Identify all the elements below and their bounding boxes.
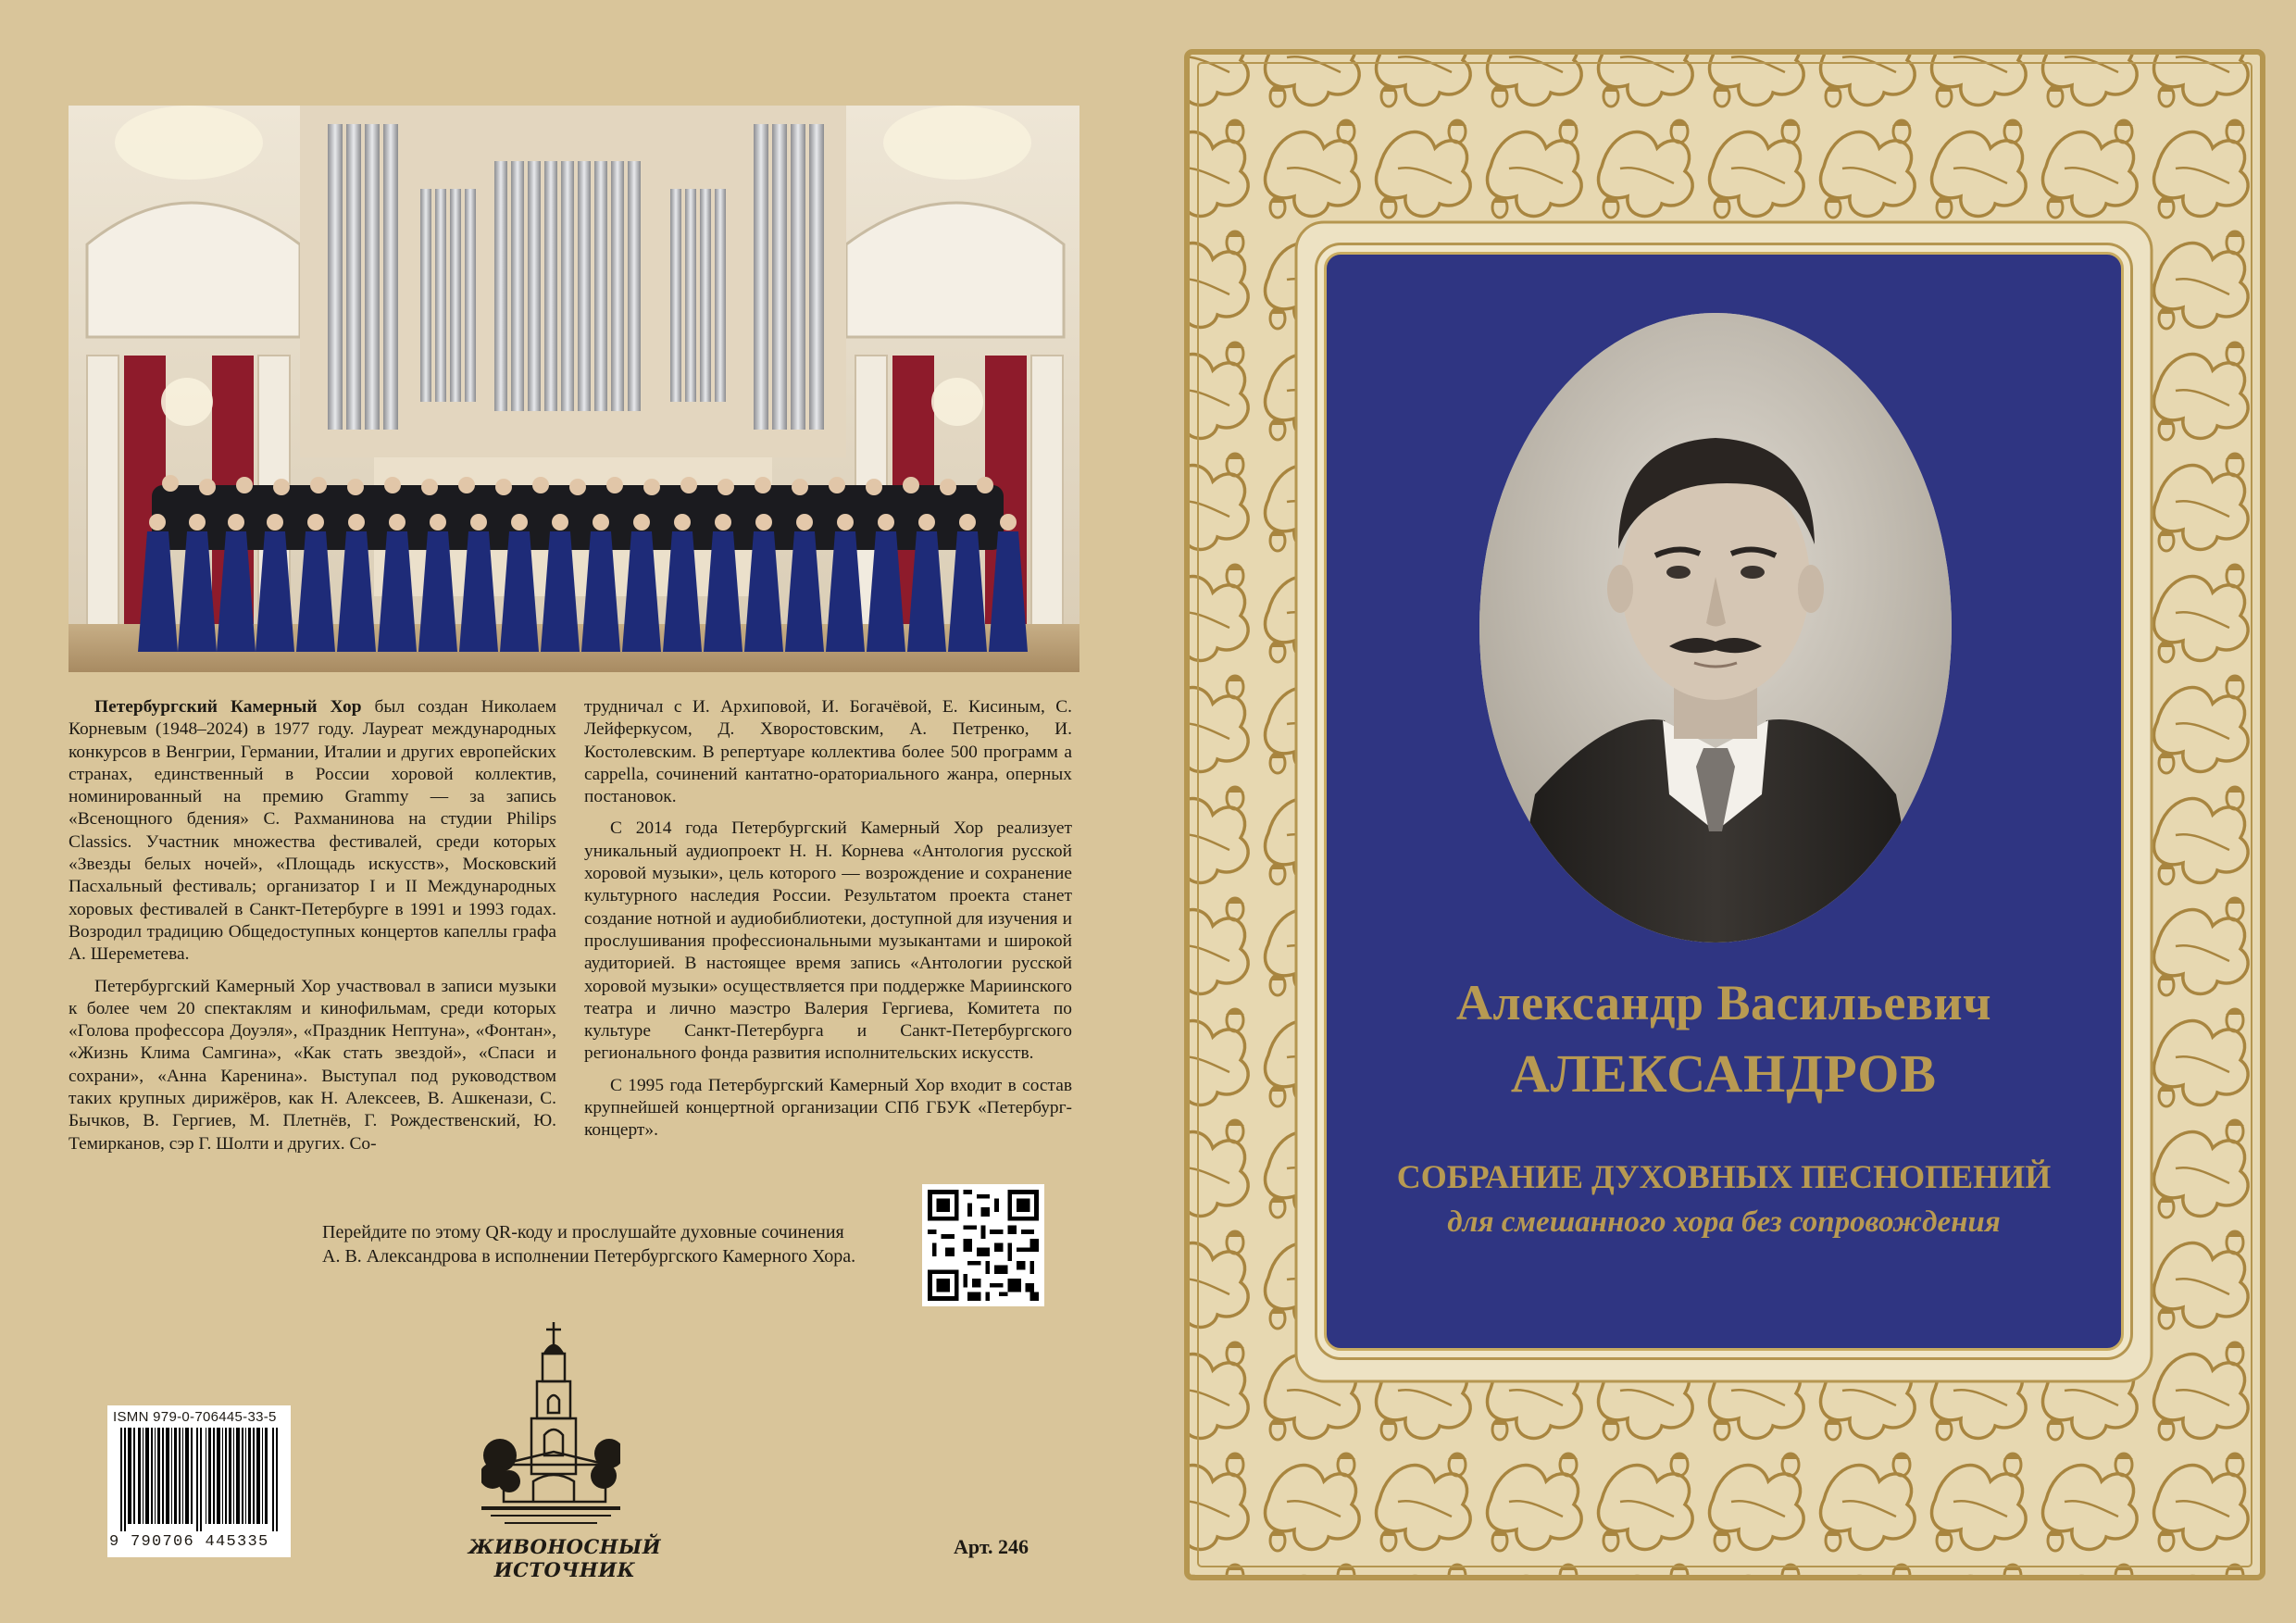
front-cover: [1148, 0, 2296, 1623]
barcode-bars: [120, 1428, 280, 1531]
article-number: Арт. 246: [954, 1535, 1029, 1558]
paragraph-5: С 1995 года Петербургский Камерный Хор входит в состав крупнейшей концертной организации СПб ГБУК «Петербург-концерт».: [584, 1075, 1072, 1141]
qr-caption-line-1: Перейдите по этому QR-коду и прослушайте духовные сочинения: [322, 1222, 844, 1242]
ismn-number: ISMN 979-0-706445-33-5: [113, 1409, 277, 1425]
author-last-name: АЛЕКСАНДРОВ: [1510, 1043, 1938, 1104]
text-column-left: [69, 696, 556, 1165]
author-portrait: [1479, 313, 1952, 943]
paragraph-1: Петербургский Камерный Хор был создан Николаем Корневым (1948–2024) в 1977 году. Лауреат международных конкурсов в Венгрии, Германии, Италии и других европейских странах, единственный в России хоровой коллектив, номинированный на премию Grammy — за запись «Всенощного бдения» С. Рахманинова на студии Philips Classics. Участник множества фестивалей, среди которых «Звезды белых ночей», «Площадь искусств», Московский Пасхальный фестиваль; организатор I и II Международных хоровых фестивалей в Санкт-Петербурге в 1991 и 1993 годах. Возродил традицию Общедоступных концертов капеллы графа А. Шереметева.: [69, 697, 556, 965]
text-column-right: [584, 696, 1072, 1152]
author-first-name: Александр Васильевич: [1455, 975, 1992, 1030]
qr-code[interactable]: [922, 1184, 1044, 1306]
book-subtitle: для смешанного хора без сопровождения: [1447, 1205, 2001, 1239]
barcode-digits: 9 790706 445335: [109, 1533, 269, 1551]
publisher-name: ЖИВОНОСНЫЙ ИСТОЧНИК: [468, 1535, 662, 1581]
church-icon: [481, 1317, 620, 1529]
paragraph-2: Петербургский Камерный Хор участвовал в записи музыки к более чем 20 спектаклям и кинофильмам, среди которых «Голова профессора Доуэля», «Праздник Нептуна», «Фонтан», «Жизнь Клима Самгина», «Как стать звездой», «Спаси и сохрани», «Анна Каренина». Выступал под руководством таких крупных дирижёров, как Н. Алексеев, В. Ашкенази, С. Бычков, В. Гергиев, М. Плетнёв, Г. Рождественский, Ю. Темирканов, сэр Г. Шолти и других. Со-: [69, 976, 556, 1154]
paragraph-4: С 2014 года Петербургский Камерный Хор реализует уникальный аудиопроект Н. Н. Корнева «Антология русской хоровой музыки», цель которого — возрождение и сохранение культурного наследия России. Результатом проекта станет создание нотной и аудиобиблиотеки, доступной для изучения и прослушивания профессиональными музыкантами и широкой аудиторией. В настоящее время запись «Антологии русской хоровой музыки» осуществляется при поддержке Мариинского театра и лично маэстро Валерия Гергиева, Комитета по культуре Санкт-Петербурга и Санкт-Петербургского регионального фонда развития исполнительских искусств.: [584, 818, 1072, 1064]
qr-caption-line-2: А. В. Александрова в исполнении Петербургского Камерного Хора.: [322, 1246, 856, 1267]
qr-caption: [322, 1220, 915, 1268]
book-title: СОБРАНИЕ ДУХОВНЫХ ПЕСНОПЕНИЙ: [1396, 1158, 2052, 1195]
paragraph-3: трудничал с И. Архиповой, И. Богачёвой, Е. Кисиным, С. Лейферкусом, Д. Хворостовским, А. Петренко, И. Костолевским. В репертуаре коллектива более 500 программ a cappella, сочинений кантатно-ораториального жанра, оперных постановок.: [584, 697, 1072, 807]
choir-photo: [69, 106, 1079, 672]
barcode: [107, 1405, 291, 1557]
